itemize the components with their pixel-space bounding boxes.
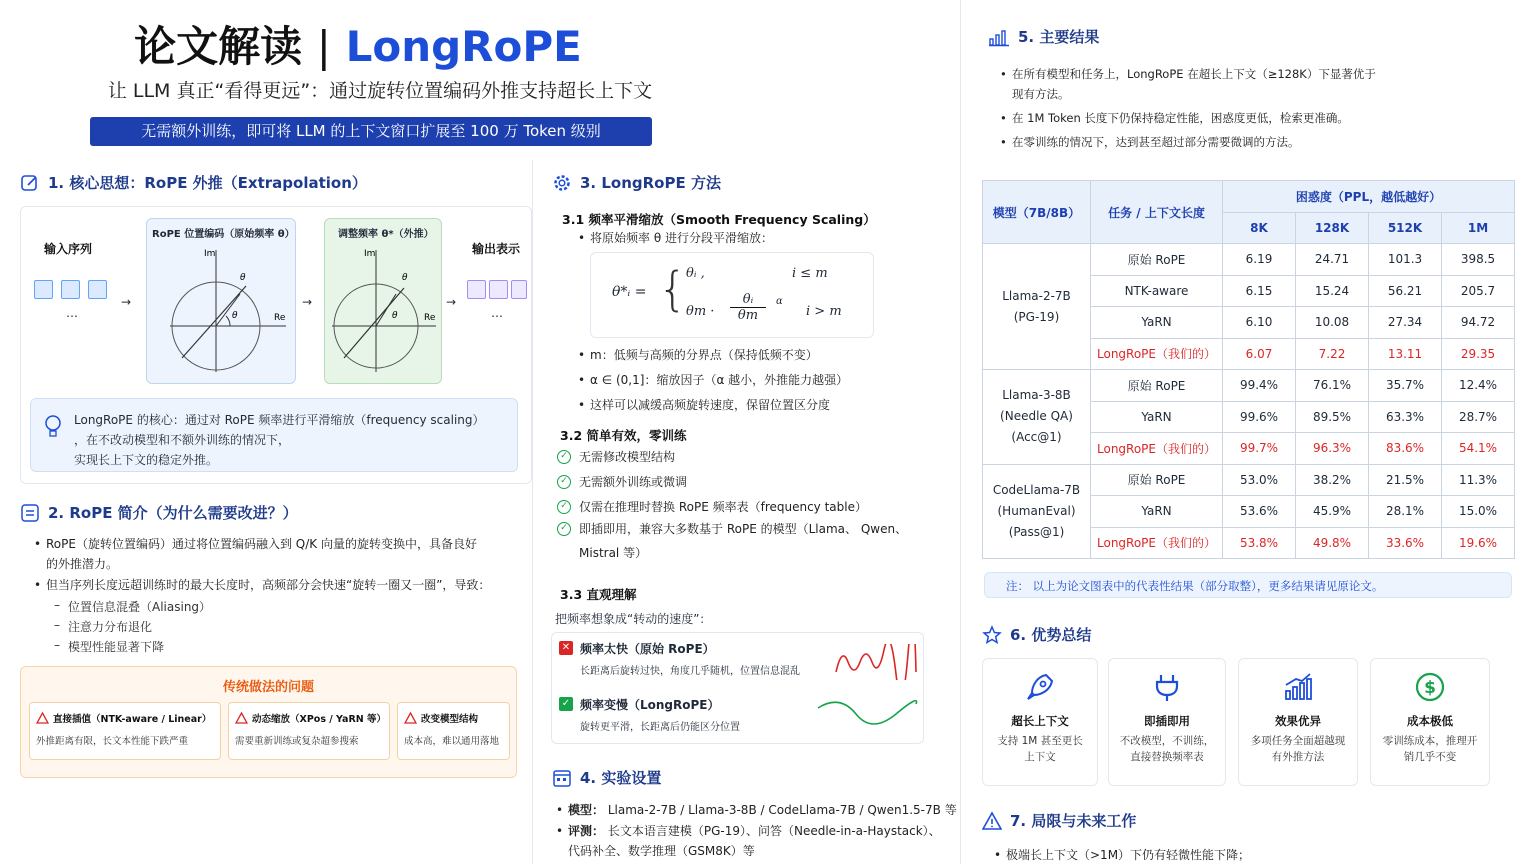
fast-desc: 长距离后旋转过快，角度几乎随机，位置信息混乱 (580, 666, 800, 677)
check-icon: ✓ (557, 500, 571, 514)
check-icon: ✓ (557, 522, 571, 536)
eval-bullet: • 评测： 长文本语言建模（PG-19）、问答（Needle-in-a-Haystack）、 代码补全、数学推理（GSM8K）等 (568, 821, 941, 861)
formula-cond2: i > m (806, 304, 842, 319)
value-cell: 99.6% (1223, 401, 1296, 433)
models-bullet: • 模型： Llama-2-7B / Llama-3-8B / CodeLlama-7B / Qwen1.5-7B 等 (568, 800, 957, 820)
value-cell: 54.1% (1442, 433, 1515, 465)
section-2-title: 2. RoPE 简介（为什么需要改进？） (20, 502, 298, 523)
check-item: ✓ 即插即用，兼容大多数基于 RoPE 的模型（Llama、 Qwen、 Mistral 等） (557, 522, 907, 565)
adjusted-circle-diagram (326, 246, 440, 378)
col-header-task: 任务 / 上下文长度 (1091, 181, 1223, 244)
value-cell: 398.5 (1442, 244, 1515, 276)
column-divider (960, 0, 961, 864)
effect-note: • 这样可以减缓高频旋转速度，保留位置区分度 (590, 395, 830, 415)
cross-icon: ✕ (559, 641, 573, 655)
problem-card: 动态缩放（XPos / YaRN 等） 需要重新训练或复杂超参搜索 (228, 702, 390, 760)
value-cell: 28.7% (1442, 401, 1515, 433)
rope-intro-bullet: • RoPE（旋转位置编码）通过将位置编码融入到 Q/K 向量的旋转变换中，具备良好 的外推潜力。 (46, 534, 526, 574)
problem-item: – 模型性能显著下降 (68, 638, 164, 655)
formula-cond1: i ≤ m (792, 266, 828, 281)
svg-text:Im: Im (204, 249, 216, 259)
table-row (983, 370, 1515, 402)
method-cell: YaRN (1091, 496, 1223, 528)
svg-text:θ: θ (392, 311, 398, 321)
value-cell: 76.1% (1296, 370, 1369, 402)
value-cell: 6.07 (1223, 338, 1296, 370)
value-cell: 29.35 (1442, 338, 1515, 370)
value-cell: 6.19 (1223, 244, 1296, 276)
input-seq-label: 输入序列 (44, 242, 93, 256)
value-cell: 99.4% (1223, 370, 1296, 402)
svg-text:θ: θ (402, 273, 408, 283)
section-7-title: 7. 局限与未来工作 (982, 810, 1136, 831)
rope-label: RoPE 位置编码（原始频率 θ） (152, 229, 295, 240)
plug-icon (1151, 671, 1183, 703)
model-cell: Llama-3-8B (Needle QA) (Acc@1) (983, 370, 1091, 465)
model-cell: CodeLlama-7B (HumanEval) (Pass@1) (983, 464, 1091, 559)
col-header-model: 模型（7B/8B） (983, 181, 1091, 244)
subsection-3-1: 3.1 频率平滑缩放（Smooth Frequency Scaling） (562, 212, 876, 227)
value-cell: 53.6% (1223, 496, 1296, 528)
highlight-banner: 无需额外训练，即可将 LLM 的上下文窗口扩展至 100 万 Token 级别 (90, 117, 652, 146)
method-cell: LongRoPE（我们的） (1091, 338, 1223, 370)
value-cell: 28.1% (1369, 496, 1442, 528)
value-cell: 13.11 (1369, 338, 1442, 370)
table-note: 注： 以上为论文图表中的代表性结果（部分取整），更多结果请见原论文。 (1006, 579, 1384, 593)
rocket-icon (1024, 671, 1056, 703)
tip-text: LongRoPE 的核心：通过对 RoPE 频率进行平滑缩放（frequency scaling） ，在不改动模型和不额外训练的情况下， 实现长上下文的稳定外推。 (74, 413, 485, 467)
check-item: ✓ 无需额外训练或微调 (557, 473, 687, 490)
warning-icon (404, 712, 417, 724)
value-cell: 83.6% (1369, 433, 1442, 465)
value-cell: 11.3% (1442, 464, 1515, 496)
value-cell: 45.9% (1296, 496, 1369, 528)
param-alpha: • α ∈ (0,1]：缩放因子（α 越小，外推能力越强） (590, 370, 848, 390)
column-divider (532, 160, 533, 864)
calendar-icon (552, 768, 572, 788)
page-title: 论文解读 | LongRoPE (134, 22, 582, 71)
formula-fraction: θᵢ θm (730, 292, 766, 323)
advantage-card: $ 成本极低 零训练成本，推理开销几乎不变 (1370, 658, 1490, 786)
value-cell: 35.7% (1369, 370, 1442, 402)
advantage-card: 超长上下文 支持 1M 甚至更长上下文 (982, 658, 1098, 786)
fast-title: 频率太快（原始 RoPE） (580, 642, 715, 656)
svg-text:θ: θ (232, 311, 238, 321)
check-item: ✓ 仅需在推理时替换 RoPE 频率表（frequency table） (557, 498, 867, 515)
checkbox-icon: ✓ (559, 697, 573, 711)
value-cell: 53.8% (1223, 527, 1296, 559)
value-cell: 101.3 (1369, 244, 1442, 276)
output-label: 输出表示 (472, 242, 521, 256)
table-row (983, 464, 1515, 496)
result-bullet: • 在所有模型和任务上，LongRoPE 在超长上下文（≥128K）下显著优于 现有方法。 (1012, 64, 1376, 104)
check-icon: ✓ (557, 475, 571, 489)
fast-wave-graphic (834, 644, 918, 680)
section-1-title: 1. 核心思想：RoPE 外推（Extrapolation） (20, 172, 367, 193)
advantage-card: 效果优异 多项任务全面超越现有外推方法 (1238, 658, 1358, 786)
input-token (88, 280, 107, 299)
arrow-icon: → (121, 295, 132, 309)
arrow-icon: → (302, 295, 313, 309)
scaling-desc: • 将原始频率 θ 进行分段平滑缩放： (590, 228, 773, 248)
formula-lhs: θ*ᵢ = (612, 284, 647, 300)
problem-card: 改变模型结构 成本高，难以通用落地 (397, 702, 510, 760)
edit-icon (20, 173, 40, 193)
slow-title: 频率变慢（LongRoPE） (580, 698, 720, 712)
method-cell: LongRoPE（我们的） (1091, 527, 1223, 559)
value-cell: 10.08 (1296, 307, 1369, 339)
ellipsis: … (491, 306, 503, 320)
advantage-card: 即插即用 不改模型，不训练，直接替换频率表 (1108, 658, 1226, 786)
value-cell: 63.3% (1369, 401, 1442, 433)
star-icon (982, 625, 1002, 645)
formula-exponent: α (776, 296, 783, 307)
col-header-1m: 1M (1442, 212, 1515, 244)
svg-text:Im: Im (364, 249, 376, 259)
table-row (983, 244, 1515, 276)
param-m: • m：低频与高频的分界点（保持低频不变） (590, 345, 818, 365)
value-cell: 96.3% (1296, 433, 1369, 465)
section-6-title: 6. 优势总结 (982, 624, 1091, 645)
section-3-title: 3. LongRoPE 方法 (552, 172, 721, 193)
col-header-512k: 512K (1369, 212, 1442, 244)
method-cell: 原始 RoPE (1091, 370, 1223, 402)
subsection-3-3: 3.3 直观理解 (560, 587, 637, 602)
col-header-ppl: 困惑度（PPL，越低越好） (1223, 181, 1515, 213)
section-4-title: 4. 实验设置 (552, 767, 661, 788)
intuition-desc: 把频率想象成“转动的速度”： (555, 612, 712, 626)
formula-brace: { (658, 262, 688, 316)
page-subtitle: 让 LLM 真正“看得更远”：通过旋转位置编码外推支持超长上下文 (107, 80, 653, 102)
value-cell: 21.5% (1369, 464, 1442, 496)
value-cell: 27.34 (1369, 307, 1442, 339)
method-cell: 原始 RoPE (1091, 464, 1223, 496)
value-cell: 205.7 (1442, 275, 1515, 307)
problem-item: – 注意力分布退化 (68, 618, 152, 635)
value-cell: 15.24 (1296, 275, 1369, 307)
growth-chart-icon (1282, 671, 1314, 703)
value-cell: 6.15 (1223, 275, 1296, 307)
method-cell: YaRN (1091, 401, 1223, 433)
result-bullet: • 在零训练的情况下，达到甚至超过部分需要微调的方法。 (1012, 132, 1300, 152)
rope-problem-bullet: • 但当序列长度远超训练时的最大长度时，高频部分会快速“旋转一圈又一圈”，导致： (46, 575, 490, 595)
warning-icon (982, 811, 1002, 831)
value-cell: 6.10 (1223, 307, 1296, 339)
output-token (511, 280, 527, 299)
model-cell: Llama-2-7B (PG-19) (983, 244, 1091, 370)
value-cell: 89.5% (1296, 401, 1369, 433)
gear-icon (552, 173, 572, 193)
value-cell: 49.8% (1296, 527, 1369, 559)
warning-icon (235, 712, 248, 724)
list-icon (20, 503, 40, 523)
rope-circle-diagram (160, 246, 290, 378)
output-token (467, 280, 486, 299)
value-cell: 38.2% (1296, 464, 1369, 496)
lightbulb-icon (42, 413, 64, 439)
input-token (34, 280, 53, 299)
input-token (61, 280, 80, 299)
result-bullet: • 在 1M Token 长度下仍保持稳定性能，困惑度更低，检索更准确。 (1012, 108, 1349, 128)
value-cell: 94.72 (1442, 307, 1515, 339)
value-cell: 15.0% (1442, 496, 1515, 528)
section-5-title: 5. 主要结果 (988, 26, 1099, 47)
value-cell: 7.22 (1296, 338, 1369, 370)
method-cell: YaRN (1091, 307, 1223, 339)
check-icon: ✓ (557, 450, 571, 464)
method-cell: NTK-aware (1091, 275, 1223, 307)
output-token (489, 280, 508, 299)
formula-case1: θᵢ , (686, 266, 705, 281)
arrow-icon: → (446, 295, 457, 309)
warning-icon (36, 712, 49, 724)
svg-text:Re: Re (274, 313, 286, 323)
traditional-problems-title: 传统做法的问题 (222, 680, 314, 695)
col-header-128k: 128K (1296, 212, 1369, 244)
value-cell: 19.6% (1442, 527, 1515, 559)
ellipsis: … (66, 306, 78, 320)
method-cell: 原始 RoPE (1091, 244, 1223, 276)
slow-desc: 旋转更平滑，长距离后仍能区分位置 (580, 722, 740, 733)
col-header-8k: 8K (1223, 212, 1296, 244)
problem-item: – 位置信息混叠（Aliasing） (68, 598, 211, 615)
problem-card: 直接插值（NTK-aware / Linear） 外推距离有限，长文本性能下跌严重 (29, 702, 221, 760)
svg-text:Re: Re (424, 313, 436, 323)
check-item: ✓ 无需修改模型结构 (557, 448, 675, 465)
subsection-3-2: 3.2 简单有效，零训练 (560, 428, 687, 443)
bar-chart-icon (988, 27, 1010, 47)
value-cell: 12.4% (1442, 370, 1515, 402)
value-cell: 53.0% (1223, 464, 1296, 496)
svg-text:θ: θ (240, 273, 246, 283)
slow-wave-graphic (816, 698, 918, 728)
value-cell: 33.6% (1369, 527, 1442, 559)
method-cell: LongRoPE（我们的） (1091, 433, 1223, 465)
results-table (982, 180, 1515, 559)
limitation-bullet: • 极端长上下文（>1M）下仍有轻微性能下降； (1006, 845, 1250, 864)
adjusted-freq-label: 调整频率 θ*（外推） (338, 229, 434, 240)
formula-case2: θm · (686, 304, 715, 319)
dollar-icon (1414, 671, 1446, 703)
value-cell: 56.21 (1369, 275, 1442, 307)
value-cell: 24.71 (1296, 244, 1369, 276)
svg-text:$: $ (1424, 678, 1436, 698)
value-cell: 99.7% (1223, 433, 1296, 465)
